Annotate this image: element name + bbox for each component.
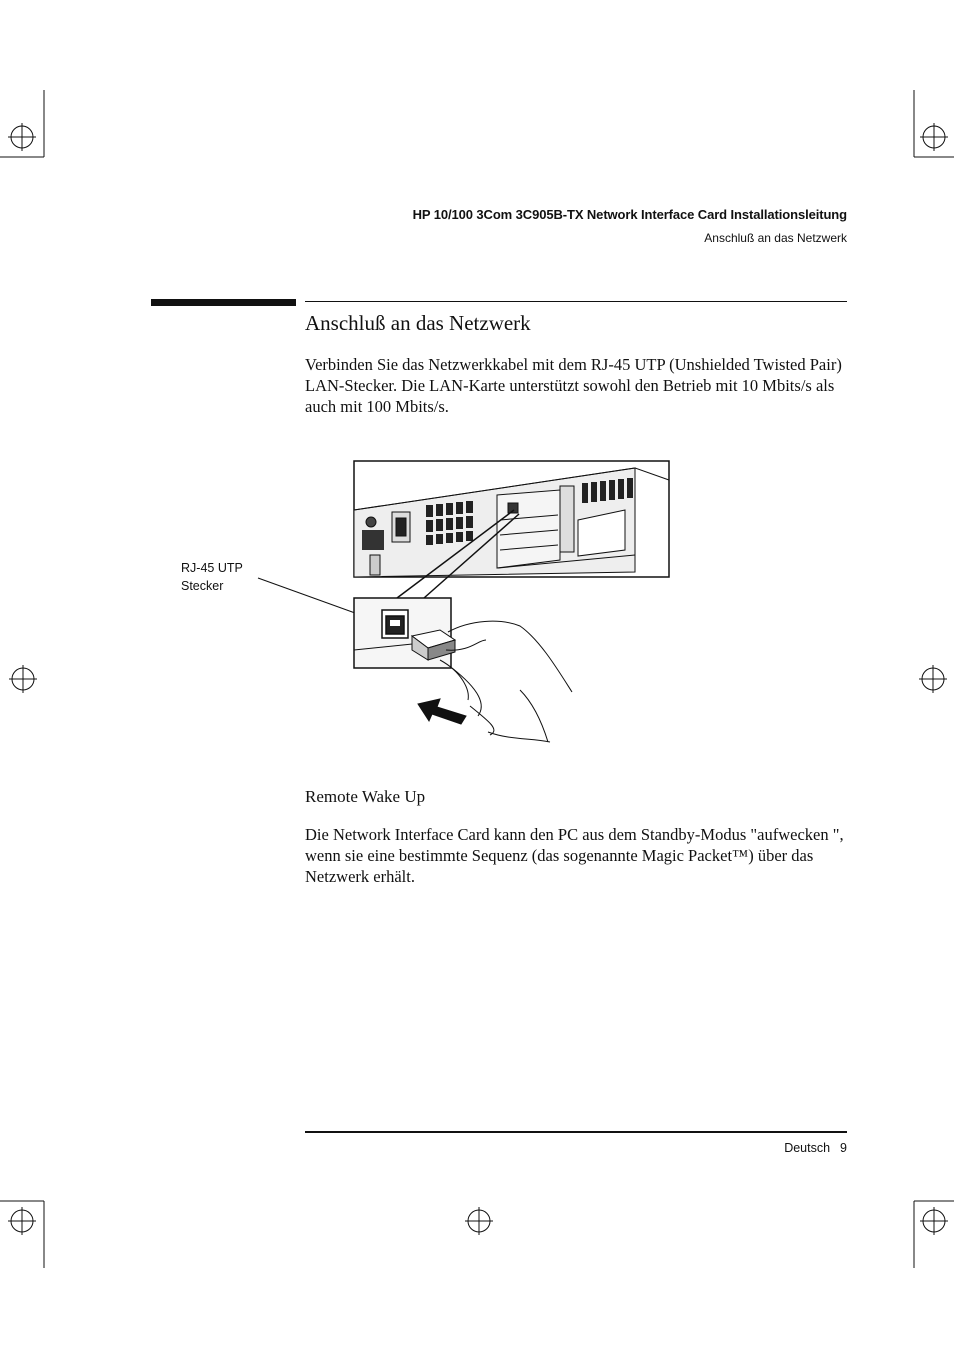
page-number: 9 xyxy=(840,1141,847,1155)
section-rule-thick xyxy=(151,299,296,306)
footer-rule xyxy=(305,1131,847,1133)
footer-language: Deutsch xyxy=(784,1141,831,1155)
subsection-title: Remote Wake Up xyxy=(305,787,426,806)
callout-line-2: Stecker xyxy=(181,579,224,593)
running-header-subtitle: Anschluß an das Netzwerk xyxy=(704,231,847,245)
callout-line-1: RJ-45 UTP xyxy=(181,561,243,575)
plug-and-hand xyxy=(412,621,572,742)
section-rule-thin xyxy=(305,301,847,302)
page-footer xyxy=(784,1141,847,1155)
section-paragraph: Verbinden Sie das Netzwerkkabel mit dem RJ-45 UTP (Unshielded Twisted Pair) LAN-Stecker. Die LAN-Karte unterstützt sowohl den Betrieb mit 10 Mbits/s als auch mit 100 Mbits/s. xyxy=(305,355,842,416)
subsection-paragraph: Die Network Interface Card kann den PC aus dem Standby-Modus "aufwecken ", wenn sie eine bestimmte Sequenz (das sogenannte Magic Packet™) über das Netzwerk erhält. xyxy=(305,825,844,886)
rj45-connection-illustration xyxy=(150,455,690,755)
section-title: Anschluß an das Netzwerk xyxy=(305,311,531,335)
pc-rear-panel xyxy=(354,461,669,577)
insertion-arrow xyxy=(418,699,466,724)
running-header-title: HP 10/100 3Com 3C905B-TX Network Interface Card Installationsleitung xyxy=(412,207,847,222)
